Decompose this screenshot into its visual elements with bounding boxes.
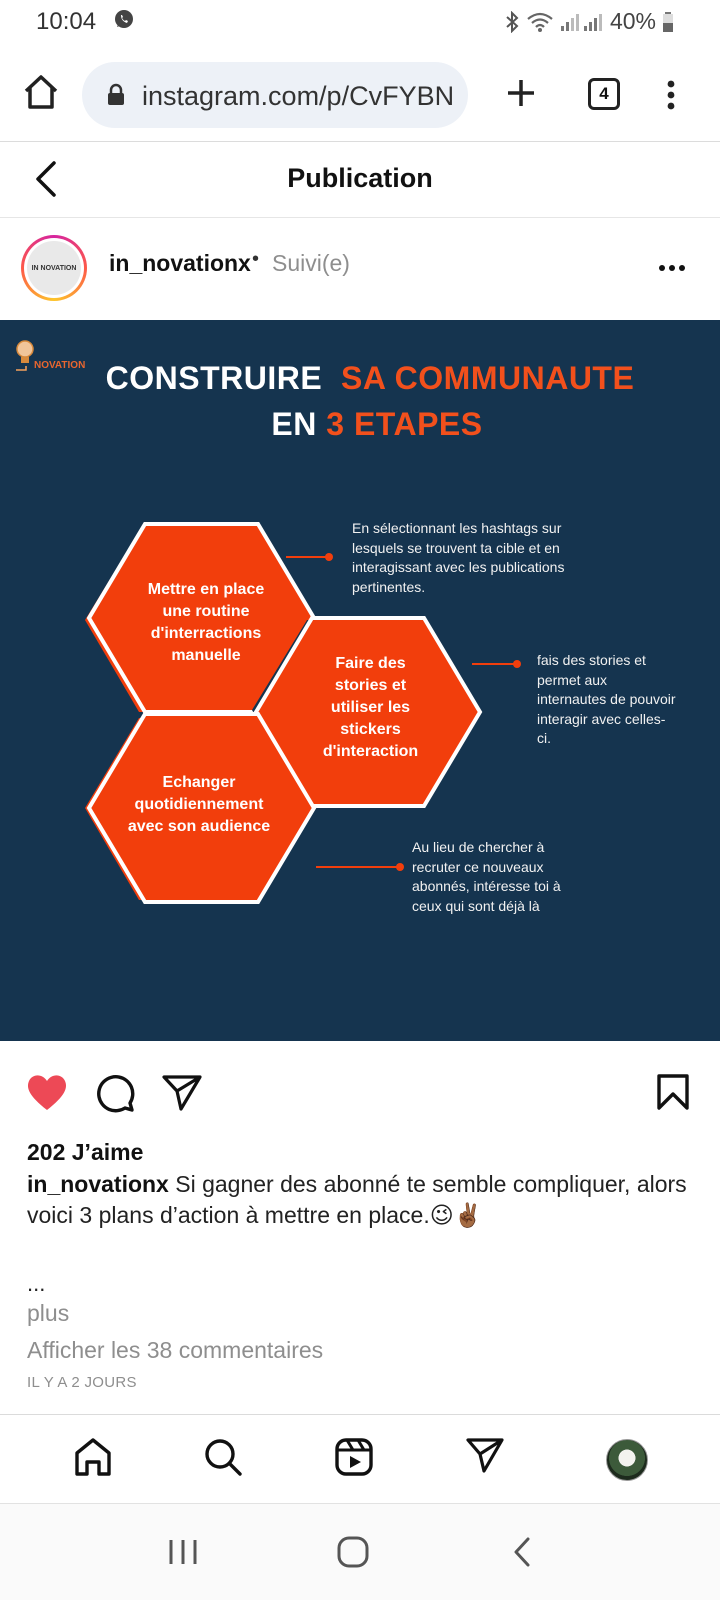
send-icon[interactable] <box>465 1437 505 1475</box>
like-heart-icon[interactable] <box>25 1072 69 1112</box>
back-chevron-icon[interactable] <box>512 1536 532 1568</box>
page-title: Publication <box>287 163 433 193</box>
browser-toolbar <box>0 44 720 142</box>
post-logo-text: NOVATION <box>34 360 86 371</box>
whatsapp-icon <box>114 9 134 29</box>
connector-dot-3 <box>396 863 404 871</box>
hexagon-2-text: Faire des stories et utiliser les stickers d'interaction <box>322 655 419 760</box>
browser-home-icon[interactable] <box>22 74 60 110</box>
system-navigation <box>0 1504 720 1600</box>
more-options-icon[interactable] <box>658 264 686 272</box>
recents-icon[interactable] <box>168 1538 198 1566</box>
note-2-text: fais des stories et permet aux internautes de pouvoir interagir avec celles-ci. <box>537 652 676 746</box>
post-timestamp: IL Y A 2 JOURS <box>27 1374 137 1391</box>
search-icon[interactable] <box>203 1437 243 1477</box>
battery-percent: 40% <box>609 8 656 34</box>
post-image[interactable] <box>0 320 720 1041</box>
tab-switcher-button[interactable]: 4 <box>588 78 620 110</box>
page-header <box>0 142 720 218</box>
connector-dot-1 <box>325 553 333 561</box>
avatar-logo-text: IN NOVATION <box>27 241 81 295</box>
status-bar <box>0 0 720 44</box>
caption-username[interactable]: in_novationx <box>27 1171 169 1197</box>
comment-icon[interactable] <box>94 1072 136 1114</box>
post-title-line-1: CONSTRUIRE SA COMMUNAUTE <box>105 360 635 396</box>
caption-more-link[interactable]: plus <box>27 1300 70 1326</box>
hexagon-1-text: Mettre en place une routine d'interractions manuelle <box>147 581 265 664</box>
status-icons <box>504 8 674 35</box>
caption-text: Si gagner des abonné te semble compliquer, alors voici 3 plans d’action à mettre en place.😉✌🏾 <box>27 1171 687 1228</box>
battery-icon <box>662 11 674 33</box>
note-3-text: Au lieu de chercher à recruter ce nouveaux abonnés, intéresse toi à ceux qui sont déjà là <box>412 839 561 914</box>
new-tab-icon[interactable] <box>506 78 536 108</box>
address-bar[interactable] <box>82 62 468 128</box>
likes-count[interactable]: 202 J’aime <box>27 1139 144 1165</box>
share-send-icon[interactable] <box>161 1074 203 1112</box>
hexagon-3-text: Echanger quotidiennement avec son audience <box>127 774 271 835</box>
post-title-line-2: EN 3 ETAPES <box>271 406 483 442</box>
view-comments-link[interactable]: Afficher les 38 commentaires <box>27 1337 324 1363</box>
status-time: 10:04 <box>36 8 97 35</box>
separator-dot: • <box>252 248 260 270</box>
caption-ellipsis: ... <box>27 1271 46 1296</box>
author-avatar[interactable] <box>21 235 87 301</box>
post-caption <box>27 1169 707 1231</box>
bottom-navigation <box>0 1414 720 1504</box>
home-circle-icon[interactable] <box>336 1535 370 1569</box>
url-text: instagram.com/p/CvFYBN <box>142 81 455 111</box>
connector-dot-2 <box>513 660 521 668</box>
profile-avatar[interactable] <box>606 1439 648 1481</box>
home-icon[interactable] <box>73 1437 113 1477</box>
wifi-icon <box>526 11 554 33</box>
post-actions <box>0 1041 720 1141</box>
browser-menu-icon[interactable] <box>666 80 676 110</box>
post-author-row <box>0 218 720 320</box>
lock-icon <box>106 83 126 107</box>
signal-icon <box>560 11 604 33</box>
reels-icon[interactable] <box>334 1437 374 1477</box>
bluetooth-icon <box>504 11 520 33</box>
author-username[interactable]: in_novationx <box>109 250 251 276</box>
save-bookmark-icon[interactable] <box>656 1073 690 1111</box>
note-1-text: En sélectionnant les hashtags sur lesquels se trouvent ta cible et en interagissant avec les publications pertinentes. <box>352 520 565 595</box>
follow-status[interactable]: Suivi(e) <box>272 250 350 276</box>
